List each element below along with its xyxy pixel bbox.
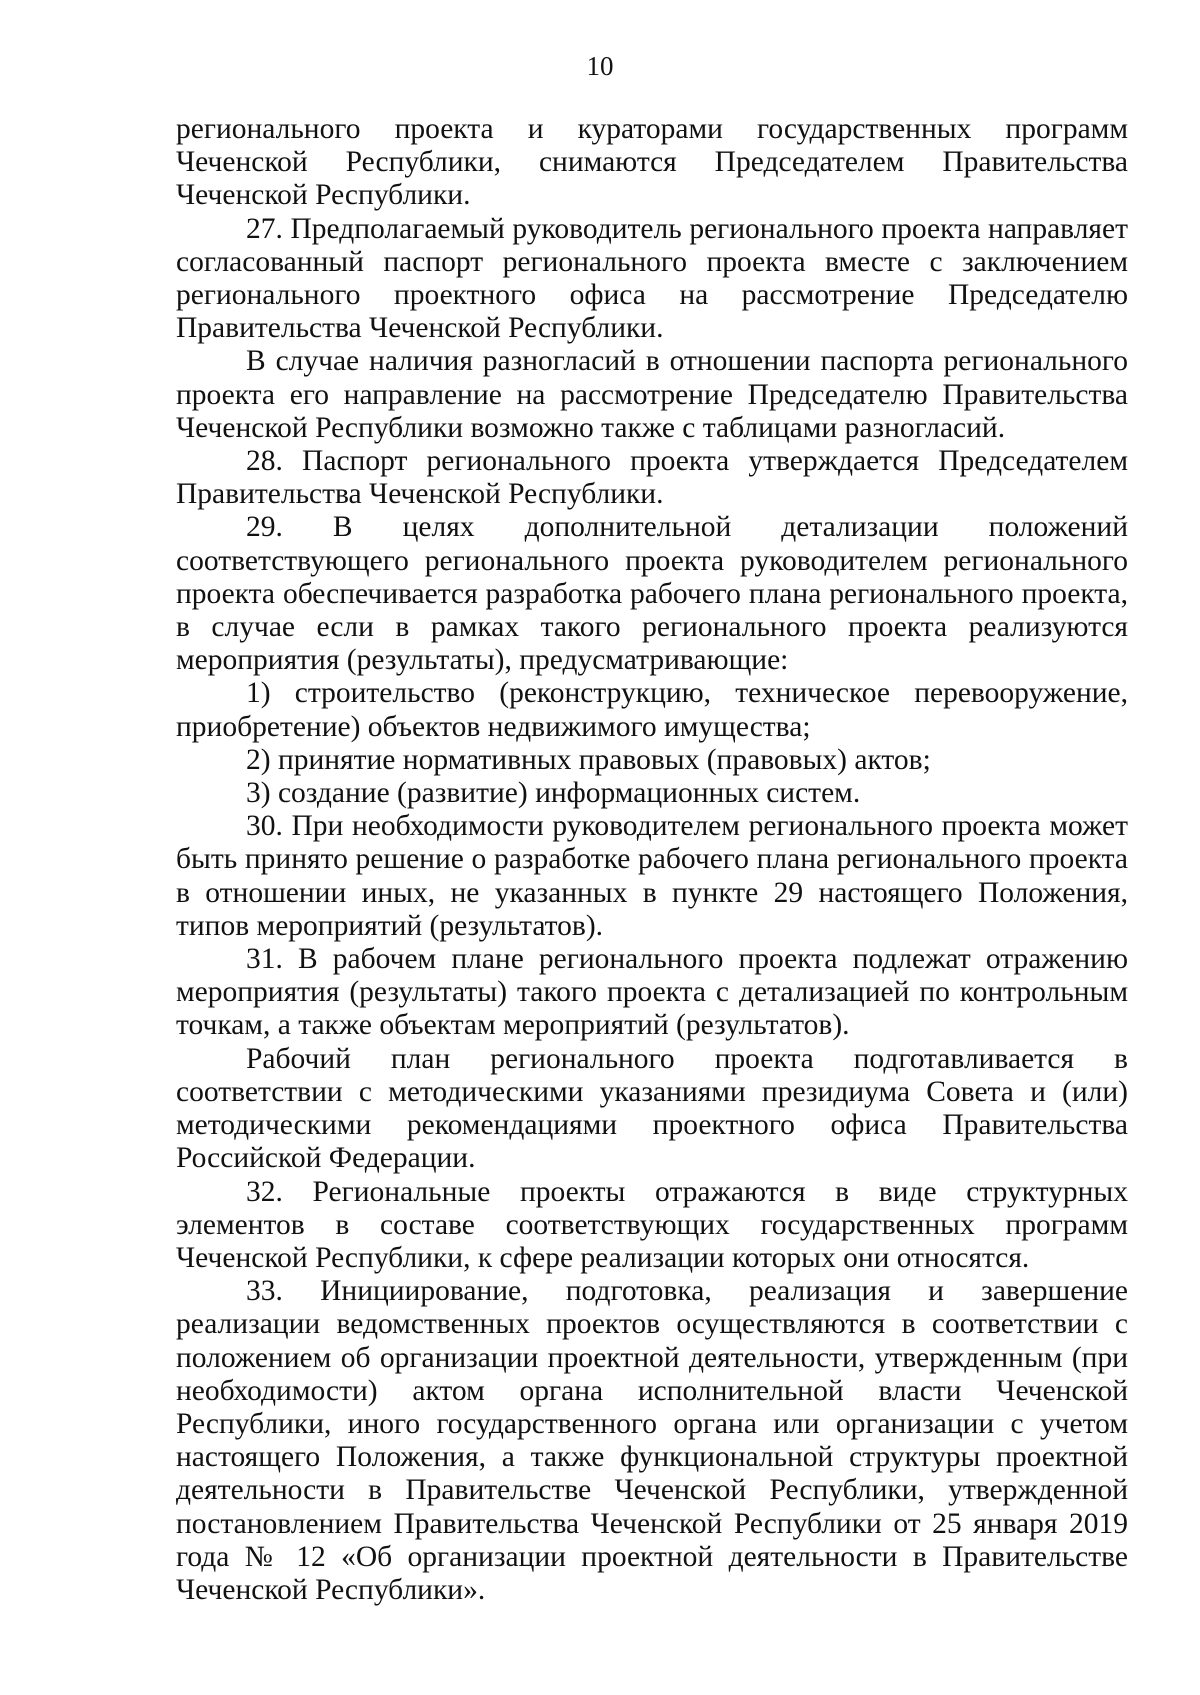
paragraph-item-27: 27. Предполагаемый руководитель регионального проекта направляет согласованный паспорт регионального проекта вместе с заключением регионального проектного офиса на рассмотрение Председателю Правительства Чеченской Республики. (176, 212, 1128, 345)
document-body (176, 113, 1128, 1607)
list-item-3: 3) создание (развитие) информационных систем. (246, 777, 861, 810)
paragraph-disagreements: В случае наличия разногласий в отношении паспорта регионального проекта его направление на рассмотрение Председателю Правительства Чеченской Республики возможно также с таблицами разногласий. (176, 345, 1128, 444)
list-item-2: 2) принятие нормативных правовых (правовых) актов; (246, 743, 931, 776)
paragraph-continuation: регионального проекта и кураторами государственных программ Чеченской Республики, снимаются Председателем Правительства Чеченской Республики. (176, 113, 1128, 212)
page-number: 10 (586, 51, 614, 81)
paragraph-item-29: 29. В целях дополнительной детализации положений соответствующего регионального проекта руководителем регионального проекта обеспечивается разработка рабочего плана регионального проекта, в случае если в рамках такого регионального проекта реализуются мероприятия (результаты), предусматривающие: (176, 511, 1128, 677)
paragraph-item-30: 30. При необходимости руководителем регионального проекта может быть принято решение о разработке рабочего плана регионального проекта в отношении иных, не указанных в пункте 29 настоящего Положения, типов мероприятий (результатов). (176, 810, 1128, 942)
paragraph-work-plan: Рабочий план регионального проекта подготавливается в соответствии с методическими указаниями президиума Совета и (или) методическими рекомендациями проектного офиса Правительства Российской Федерации. (176, 1042, 1128, 1175)
list-item-1: 1) строительство (реконструкцию, техническое перевооружение, приобретение) объектов недвижимого имущества; (176, 677, 1128, 743)
paragraph-item-31: 31. В рабочем плане регионального проекта подлежат отражению мероприятия (результаты) такого проекта с детализацией по контрольным точкам, а также объектам мероприятий (результатов). (176, 943, 1128, 1042)
paragraph-item-32: 32. Региональные проекты отражаются в виде структурных элементов в составе соответствующих государственных программ Чеченской Республики, к сфере реализации которых они относятся. (176, 1175, 1128, 1274)
paragraph-item-28: 28. Паспорт регионального проекта утверждается Председателем Правительства Чеченской Республики. (176, 445, 1128, 511)
paragraph-item-33: 33. Инициирование, подготовка, реализация и завершение реализации ведомственных проектов осуществляются в соответствии с положением об организации проектной деятельности, утвержденным (при необходимости) актом органа исполнительной власти Чеченской Республики, иного государственного органа или организации с учетом настоящего Положения, а также функциональной структуры проектной деятельности в Правительстве Чеченской Республики, утвержденной постановлением Правительства Чеченской Республики от 25 января 2019 года № 12 «Об организации проектной деятельности в Правительстве Чеченской Республики». (176, 1275, 1128, 1606)
